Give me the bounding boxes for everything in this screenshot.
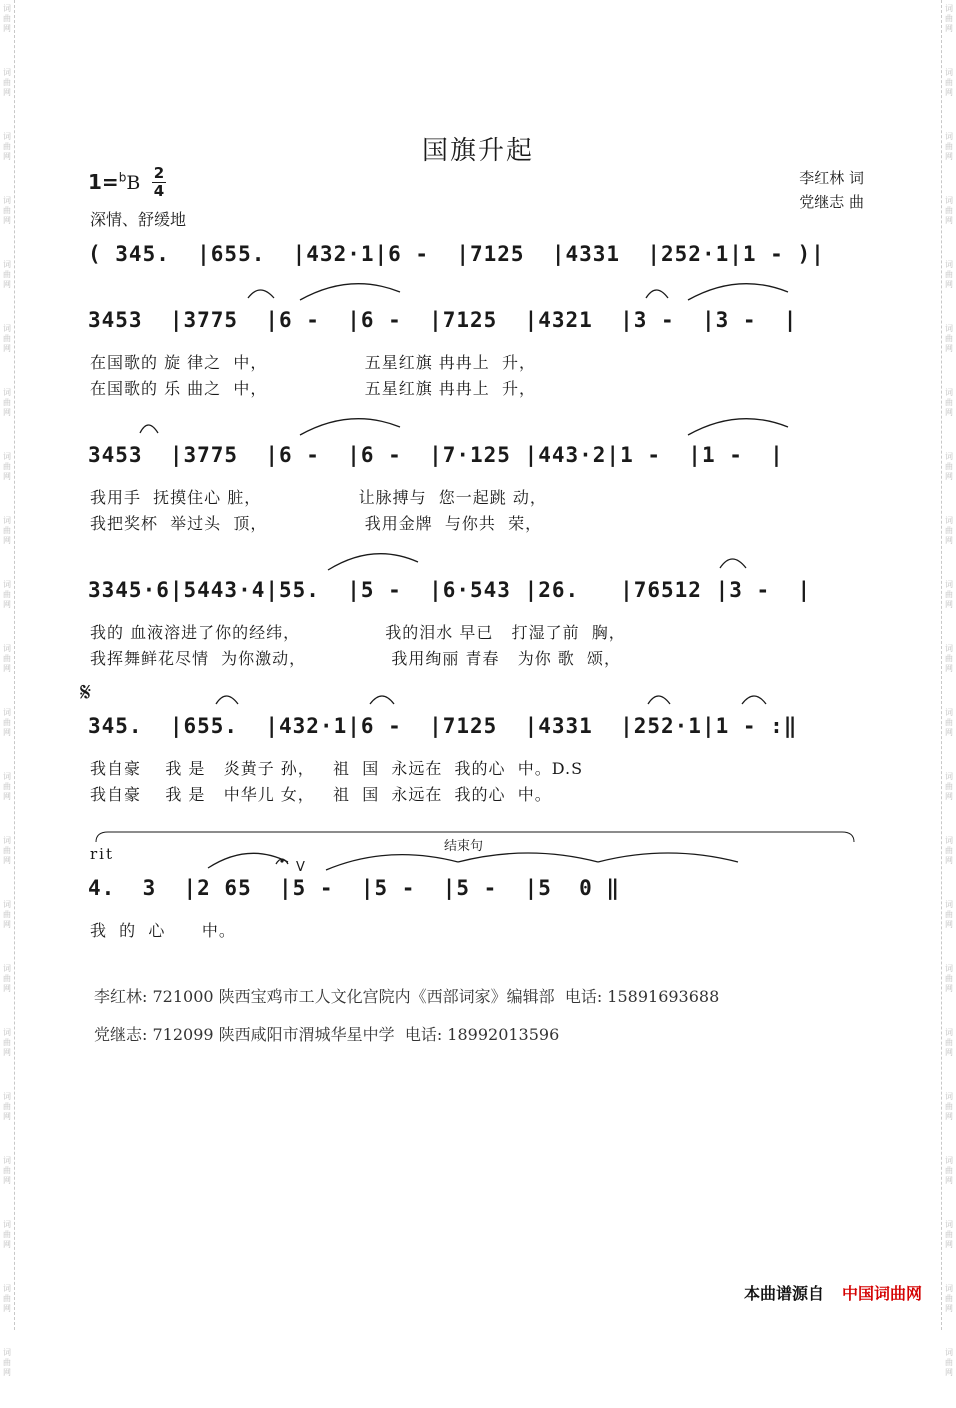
meter-top: 2 [153, 164, 165, 182]
watermark-glyphs: 词 曲 网 [945, 260, 953, 289]
notation: 3453 |3775 |6 - |6 - |7·125 |443·2|1 - |1 - | [88, 443, 784, 467]
source-label: 本曲谱源自 [743, 1284, 824, 1303]
segno-sign: 𝄋 [80, 678, 92, 708]
watermark-glyphs: 词 曲 网 [3, 1092, 11, 1121]
watermark-glyphs: 词 曲 网 [3, 4, 11, 33]
source-site-link[interactable]: 中国词曲网 [841, 1284, 922, 1303]
ritardando-mark: rit [90, 845, 114, 863]
watermark-glyphs: 词 曲 网 [945, 1156, 953, 1185]
notation: 345. |655. |432·1|6 - |7125 |4331 |252·1|1 - :‖ [88, 714, 798, 738]
lyric-verse-2: 我自豪 我 是 中华儿 女， 祖 国 永远在 我的心 中。 [90, 785, 552, 804]
watermark-glyphs: 词 曲 网 [945, 836, 953, 865]
watermark-glyphs: 词 曲 网 [945, 452, 953, 481]
watermark-glyphs: 词 曲 网 [945, 68, 953, 97]
notation: ( 345. |655. |432·1|6 - |7125 |4331 |252·1|1 - )| [88, 242, 825, 266]
watermark-glyphs: 词 曲 网 [3, 1156, 11, 1185]
watermark-glyphs: 词 曲 网 [3, 644, 11, 673]
lyric-verse-1: 我用手 抚摸住心 脏， 让脉搏与 您一起跳 动， [90, 488, 547, 507]
watermark-glyphs: 词 曲 网 [945, 708, 953, 737]
score-line-intro [88, 242, 870, 282]
score-line-3 [88, 578, 870, 618]
score-line-2 [88, 443, 870, 483]
key-name: B [126, 172, 141, 194]
watermark-glyphs: 词 曲 网 [945, 1220, 953, 1249]
watermark-glyphs: 词 曲 网 [3, 836, 11, 865]
lyricist-credit: 李红林 词 [799, 169, 864, 187]
meter-bottom: 4 [153, 182, 165, 200]
watermark-glyphs: 词 曲 网 [945, 196, 953, 225]
watermark-glyphs: 词 曲 网 [945, 772, 953, 801]
breath-mark: V [296, 860, 305, 875]
watermark-glyphs: 词 曲 网 [945, 132, 953, 161]
key-signature [88, 170, 140, 194]
watermark-glyphs: 词 曲 网 [3, 452, 11, 481]
watermark-glyphs: 词 曲 网 [945, 516, 953, 545]
watermark-glyphs: 词 曲 网 [3, 1284, 11, 1313]
key-prefix: 1= [88, 170, 119, 194]
notation: 3345·6|5443·4|55. |5 - |6·543 |26. |76512 |3 - | [88, 578, 812, 602]
lyric-verse-1: 我自豪 我 是 炎黄子 孙， 祖 国 永远在 我的心 中。D.S [90, 759, 584, 778]
watermark-glyphs: 词 曲 网 [3, 1220, 11, 1249]
lyric-ending: 我 的 心 中。 [90, 921, 236, 940]
watermark-glyphs: 词 曲 网 [3, 772, 11, 801]
credits [799, 166, 864, 214]
tempo-marking: 深情、舒缓地 [90, 210, 187, 229]
time-signature [152, 166, 166, 199]
notation: 4. 3 |2 65 |5 - |5 - |5 - |5 0 ‖ [88, 876, 621, 900]
watermark-glyphs: 词 曲 网 [3, 1028, 11, 1057]
flat-sign: b [118, 170, 127, 185]
watermark-glyphs: 词 曲 网 [3, 580, 11, 609]
lyric-verse-2: 在国歌的 乐 曲之 中， 五星红旗 冉冉上 升， [90, 379, 536, 398]
lyric-verse-1: 我的 血液溶进了你的经纬， 我的泪水 早已 打湿了前 胸， [90, 623, 626, 642]
watermark-glyphs: 词 曲 网 [3, 708, 11, 737]
notation: 3453 |3775 |6 - |6 - |7125 |4321 |3 - |3 - | [88, 308, 798, 332]
song-title: 国旗升起 [421, 136, 534, 166]
watermark-glyphs: 词 曲 网 [3, 900, 11, 929]
score-line-4 [88, 714, 870, 754]
watermark-glyphs: 词 曲 网 [3, 260, 11, 289]
watermark-glyphs: 词 曲 网 [3, 324, 11, 353]
watermark-glyphs: 词 曲 网 [3, 964, 11, 993]
watermark-glyphs: 词 曲 网 [945, 388, 953, 417]
watermark-glyphs: 词 曲 网 [945, 644, 953, 673]
watermark-glyphs: 词 曲 网 [945, 4, 953, 33]
lyric-verse-2: 我挥舞鲜花尽情 为你激动， 我用绚丽 青春 为你 歌 颂， [90, 649, 621, 668]
watermark-glyphs: 词 曲 网 [945, 1092, 953, 1121]
composer-credit: 党继志 曲 [799, 193, 864, 211]
lyric-verse-1: 在国歌的 旋 律之 中， 五星红旗 冉冉上 升， [90, 353, 536, 372]
score-line-1 [88, 308, 870, 348]
watermark-glyphs: 词 曲 网 [3, 516, 11, 545]
watermark-glyphs: 词 曲 网 [3, 196, 11, 225]
watermark-glyphs: 词 曲 网 [945, 324, 953, 353]
lyric-verse-2: 我把奖杯 举过头 顶， 我用金牌 与你共 荣， [90, 514, 543, 533]
watermark-glyphs: 词 曲 网 [3, 68, 11, 97]
source-credit [744, 1281, 922, 1304]
watermark-glyphs: 词 曲 网 [3, 388, 11, 417]
watermark-glyphs: 词 曲 网 [3, 132, 11, 161]
watermark-glyphs: 词 曲 网 [3, 1348, 11, 1377]
watermark-glyphs: 词 曲 网 [945, 580, 953, 609]
watermark-glyphs: 词 曲 网 [945, 1284, 953, 1313]
watermark-glyphs: 词 曲 网 [945, 900, 953, 929]
score-line-ending [88, 860, 870, 916]
left-watermark [0, 0, 14, 1408]
ending-label: 结束句 [444, 839, 484, 854]
lyricist-contact: 李红林: 721000 陕西宝鸡市工人文化宫院内《西部词家》编辑部 电话: 15891693688 [94, 987, 720, 1006]
right-watermark [942, 0, 956, 1408]
watermark-glyphs: 词 曲 网 [945, 1028, 953, 1057]
watermark-glyphs: 词 曲 网 [945, 964, 953, 993]
watermark-glyphs: 词 曲 网 [945, 1348, 953, 1377]
composer-contact: 党继志: 712099 陕西咸阳市渭城华星中学 电话: 18992013596 [94, 1025, 560, 1044]
